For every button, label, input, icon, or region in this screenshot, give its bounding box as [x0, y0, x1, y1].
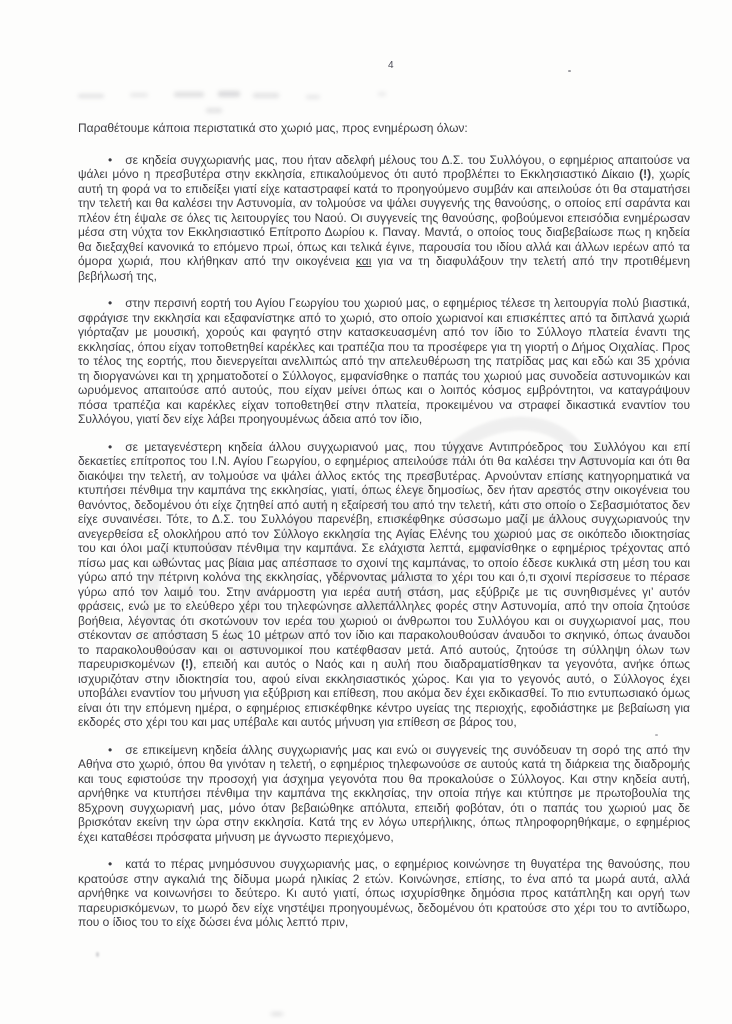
scan-smudges — [78, 88, 408, 118]
bullet-icon: • — [108, 439, 113, 454]
bullet-icon: • — [108, 857, 113, 871]
scan-speck — [568, 70, 571, 72]
page-number: 4 — [388, 60, 394, 71]
bullet-paragraph: • σε κηδεία συγχωριανής μας, που ήταν αδελφή μέλους του Δ.Σ. του Συλλόγου, ο εφημέριος απαιτούσε να ψάλει μόνο η πρεσβυτέρα στην εκκλησία, επικαλούμενος ότι αυτό προβλέπει το Εκκλησιαστικό Δίκαιο (!), χωρίς αυτή τη φορά να το επιδείξει γιατί είχε καταστραφεί κατά το προηγούμενο συμβάν και απειλούσε ότι θα σταματήσει την τελετή και θα καλέσει την Αστυνομία, αν τολμούσε να ψάλει συγγενής της θανούσης, ο οποίος επί σαράντα και πλέον έτη έψαλε σε όλες τις λειτουργίες του Ναού. Οι συγγενείς της θανούσης, φοβούμενοι επεισόδια ενημέρωσαν μέσα στη νύχτα τον Εκκλησιαστικό Επίτροπο Δωρίου κ. Παναγ. Μαντά, ο οποίος τους διαβεβαίωσε πως η κηδεία θα διεξαχθεί κανονικά το επόμενο πρωί, όπως και τελικά έγινε, παρουσία του ιδίου αλλά και άλλων ιερέων από τα όμορα χωριά, που κλήθηκαν από την οικογένεια και για να τη διαφυλάξουν την τελετή από την προτιθέμενη βεβήλωσή της, — [78, 152, 690, 283]
scan-speck — [270, 1012, 284, 1016]
bullet-icon: • — [108, 296, 113, 310]
bullet-icon: • — [108, 152, 113, 167]
scan-speck — [96, 952, 99, 957]
bullet-paragraph: • κατά το πέρας μνημόσυνου συγχωριανής μας, ο εφημέριος κοινώνησε τη θυγατέρα της θανούσης, που κρατούσε στην αγκαλιά της δίδυμα μωρά ηλικίας 2 ετών. Κοινώνησε, επίσης, το ένα από τα μωρά αυτά, αλλά αρνήθηκε να κοινωνήσει το δεύτερο. Κι αυτό γιατί, όπως ισχυρίσθηκε δημόσια προς κατάπληξη και οργή των παρευρισκόμενων, το μωρό δεν είχε νηστέψει προηγουμένως, δεδομένου ότι κρατούσε στο χέρι του το αντίδωρο, που ο ίδιος του το είχε δώσει ένα μόλις λεπτό πριν, — [78, 857, 690, 929]
document-body — [78, 121, 690, 943]
bullet-icon: • — [108, 742, 113, 757]
bullet-paragraph: • σε επικείμενη κηδεία άλλης συγχωριανής μας και ενώ οι συγγενείς της συνόδευαν τη σορό της από την Αθήνα στο χωριό, όπου θα γινόταν η τελετή, ο εφημέριος τηλεφωνούσε σε αυτούς κατά τη διάρκεια της διαδρομής και τους εφιστούσε την προσοχή για άσχημα γεγονότα που θα προκαλούσε ο Σύλλογος. Και στην κηδεία αυτή, αρνήθηκε να κτυπήσει πένθιμα την καμπάνα της εκκλησίας, την οποία πήγε και κτύπησε με πρωτοβουλία της 85χρονη συγχωριανή μας, μόνο όταν βεβαιώθηκε απόλυτα, επειδή φοβόταν, ότι ο παπάς του χωριού μας δε βρισκόταν εκείνη την ώρα στην εκκλησία. Κατά της εν λόγω υπερήλικης, όπως πληροφορηθήκαμε, ο εφημέριος έχει καταθέσει πρόσφατα μήνυση με άγνωστο περιεχόμενο, — [78, 742, 690, 844]
bullet-paragraph: • σε μεταγενέστερη κηδεία άλλου συγχωριανού μας, που τύγχανε Αντιπρόεδρος του Συλλόγου και επί δεκαετίες επίτροπος του Ι.Ν. Αγίου Γεωργίου, ο εφημέριος απειλούσε πάλι ότι θα καλέσει την Αστυνομία και ότι θα διακόψει την τελετή, αν τολμούσε να ψάλει άλλος εκτός της πρεσβυτέρας. Αρνούνταν επίσης κατηγορηματικά να κτυπήσει πένθιμα την καμπάνα της εκκλησίας, γιατί, όπως έλεγε δημοσίως, δεν ήταν αρεστός στην οικογένεια του θανόντος, δεδομένου ότι είχε ζητηθεί από αυτή η εξαίρεσή του από την τελετή, κάτι στο οποίο ο Σεβασμιότατος δεν είχε συναινέσει. Τότε, το Δ.Σ. του Συλλόγου παρενέβη, επισκέφθηκε σύσσωμο μαζί με άλλους συγχωριανούς την ανεγερθείσα εξ ολοκλήρου από τον Σύλλογο εκκλησία της Αγίας Ελένης του χωριού μας σε οικόπεδο ιδιοκτησίας του και όλοι μαζί κτυπούσαν πένθιμα την καμπάνα. Σε ελάχιστα λεπτά, εμφανίσθηκε ο εφημέριος τρέχοντας από πίσω μας και ωθώντας μας βίαια μας απέσπασε το σχοινί της καμπάνας, το οποίο έδεσε κυκλικά στη μέση του και γύρω από την πέτρινη κολόνα της εκκλησίας, γδέρνοντας μάλιστα το χέρι του και ό,τι σχοινί περίσσευε το πέρασε γύρω από τον λαιμό του. Στην ανάρμοστη για ιερέα αυτή στάση, μας εξύβριζε με τις συνηθισμένες γι’ αυτόν φράσεις, ενώ με το ελεύθερο χέρι του τηλεφώνησε αλλεπάλληλες φορές στην Αστυνομία, από την οποία ζητούσε βοήθεια, λέγοντας ότι σκοτώνουν τον ιερέα του χωριού οι άνθρωποι του Συλλόγου και οι συγχωριανοί μας, που στέκονταν σε απόσταση 5 έως 10 μέτρων από τον ίδιο και παρακολουθούσαν άναυδοι το σκηνικό, όπως άναυδοι το παρακολουθούσαν και οι αστυνομικοί που κατέφθασαν μετά. Από αυτούς, ζητούσε τη σύλληψη όλων των παρευρισκομένων (!), επειδή και αυτός ο Ναός και η αυλή που διαδραματίσθηκαν τα γεγονότα, ανήκε όπως ισχυριζόταν στην ιδιοκτησία του, αφού είναι εκκλησιαστικός χώρος. Και για το γεγονός αυτό, ο Σύλλογος έχει υποβάλει εναντίον του μήνυση για εξύβριση και επίθεση, που ακόμα δεν έχει εκδικασθεί. Το πιο εντυπωσιακό όμως είναι ότι την επόμενη ημέρα, ο εφημέριος επισκέφθηκε κέντρο υγείας της περιοχής, εφοδιάστηκε με βεβαίωση για εκδορές στο χέρι του και μας υπέβαλε και αυτός μήνυση για επίθεση σε βάρος του, — [78, 439, 690, 729]
bullet-paragraph: • στην περσινή εορτή του Αγίου Γεωργίου του χωριού μας, ο εφημέριος τέλεσε τη λειτουργία πολύ βιαστικά, σφράγισε την εκκλησία και εξαφανίστηκε από το χωριό, στο οποίο χωριανοί και επισκέπτες από τα διπλανά χωριά γιόρταζαν με μουσική, χορούς και φαγητό στην κατασκευασμένη από τον ίδιο το Σύλλογο πλατεία έναντι της εκκλησίας, όπου είχαν τοποθετηθεί καρέκλες και τραπέζια που τα προσέφερε για τη γιορτή ο Δήμος Οιχαλίας. Προς το τέλος της εορτής, που διενεργείται ανελλιπώς από την απελευθέρωση της πατρίδας μας και εδώ και 35 χρόνια τη διοργανώνει και τη χρηματοδοτεί ο Σύλλογος, εμφανίσθηκε ο παπάς του χωριού μας συνοδεία αστυνομικών και ωρυόμενος απαιτούσε από αυτούς, που είχαν μείνει όπως και ο λοιπός κόσμος εμβρόντητοι, να καταγράψουν πόσα τραπέζια και καρέκλες είχαν τοποθετηθεί στην πλατεία, προκειμένου να στραφεί δικαστικά εναντίον του Συλλόγου, γιατί δεν είχε λάβει προηγουμένως άδεια από τον ίδιο, — [78, 296, 690, 426]
intro-paragraph: Παραθέτουμε κάποια περιστατικά στο χωριό μας, προς ενημέρωση όλων: — [78, 121, 468, 135]
